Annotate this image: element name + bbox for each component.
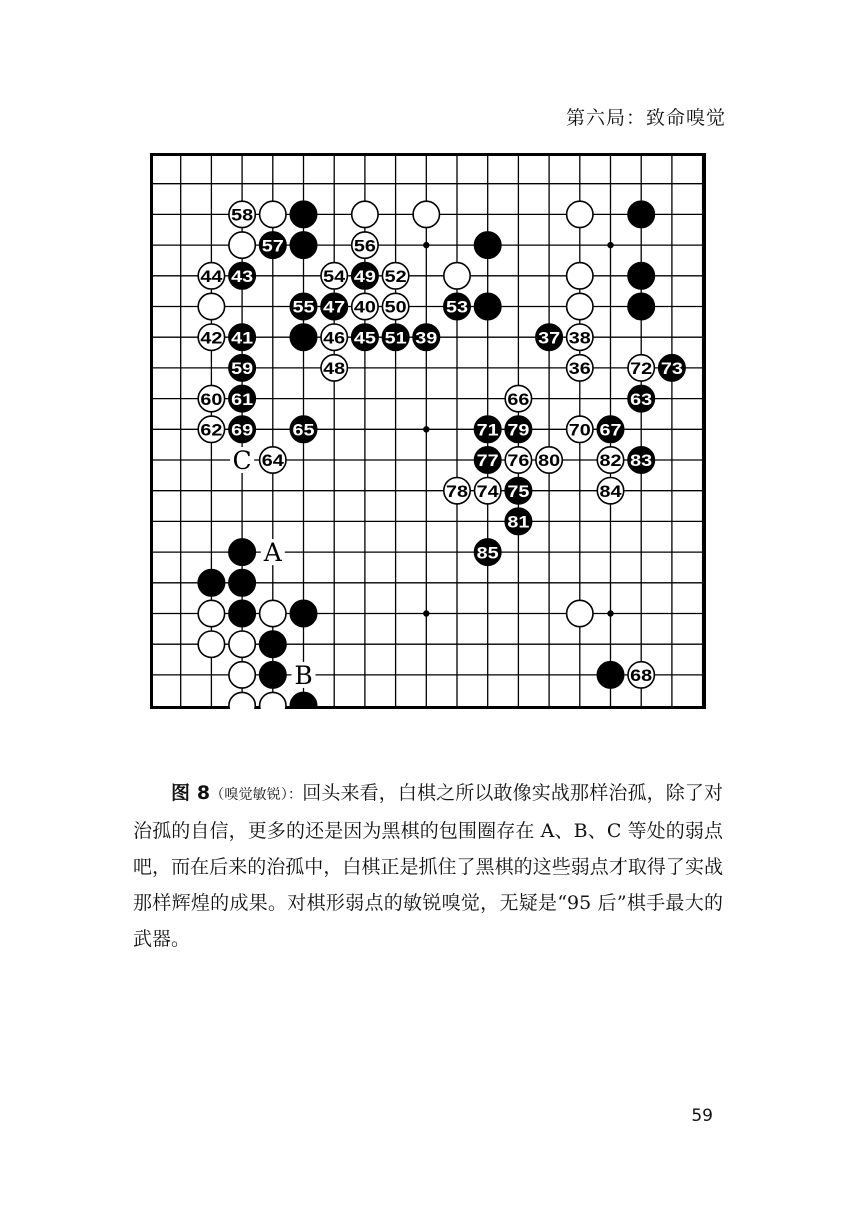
move-number-label: 41 [231, 328, 254, 348]
black-stone [229, 539, 255, 565]
move-number-label: 48 [323, 359, 346, 379]
move-number-label: 55 [292, 297, 315, 317]
white-stone [260, 600, 286, 626]
move-number-label: 45 [353, 328, 376, 348]
page-number: 59 [691, 1106, 713, 1126]
white-stone [260, 201, 286, 227]
white-stone [413, 201, 439, 227]
black-stone [475, 293, 501, 319]
black-stone [628, 293, 654, 319]
move-number-label: 40 [353, 297, 376, 317]
move-number-label: 84 [599, 481, 623, 501]
move-number-label: 60 [200, 389, 223, 409]
move-number-label: 39 [415, 328, 438, 348]
move-number-label: 77 [476, 451, 499, 471]
star-point [423, 610, 429, 616]
go-board-diagram [150, 153, 706, 709]
move-number-label: 79 [507, 420, 530, 440]
move-number-label: 44 [200, 267, 224, 286]
move-number-label: 85 [476, 543, 499, 563]
move-number-label: 36 [568, 359, 591, 379]
black-stone [628, 263, 654, 289]
black-stone [290, 201, 316, 227]
letter-mark-C: C [232, 446, 252, 475]
move-number-label: 63 [630, 389, 653, 409]
white-stone [229, 631, 255, 657]
move-number-label: 75 [507, 481, 530, 501]
black-stone [260, 662, 286, 688]
caption-body: 回头来看，白棋之所以敢像实战那样治孤，除了对治孤的自信，更多的还是因为黑棋的包围圈存在 A、B、C 等处的弱点吧，而在后来的治孤中，白棋正是抓住了黑棋的这些弱点才取得了实战那样辉煌的成果。对棋形弱点的敏锐嗅觉，无疑是“95 后”棋手最大的武器。 [133, 782, 723, 950]
move-number-label: 43 [231, 267, 254, 286]
move-number-label: 53 [446, 297, 468, 317]
move-number-label: 52 [384, 267, 407, 286]
white-stone [229, 662, 255, 688]
white-stone [352, 201, 378, 227]
figure-note: （嗅觉敏锐）： [210, 787, 303, 803]
move-number-label: 68 [630, 666, 653, 686]
white-stone [198, 293, 224, 319]
move-number-label: 69 [231, 420, 254, 440]
white-stone [198, 631, 224, 657]
move-number-label: 49 [353, 267, 376, 286]
move-number-label: 76 [507, 451, 530, 471]
move-number-label: 61 [231, 389, 254, 409]
white-stone [567, 263, 593, 289]
move-number-label: 70 [568, 420, 591, 440]
move-number-label: 72 [630, 359, 653, 379]
black-stone [475, 232, 501, 258]
figure-label: 图 8 [171, 782, 211, 804]
black-stone [260, 631, 286, 657]
move-number-label: 74 [476, 481, 500, 501]
move-number-label: 81 [507, 512, 530, 532]
black-stone [290, 324, 316, 350]
move-number-label: 78 [446, 481, 468, 501]
move-number-label: 37 [538, 328, 561, 348]
white-stone [567, 600, 593, 626]
black-stone [198, 570, 224, 596]
move-number-label: 82 [599, 451, 622, 471]
move-number-label: 56 [353, 236, 376, 256]
letter-mark-A: A [263, 538, 282, 568]
move-number-label: 66 [507, 389, 530, 409]
white-stone [229, 232, 255, 258]
black-stone [229, 600, 255, 626]
move-number-label: 59 [231, 359, 254, 379]
star-point [423, 426, 429, 432]
move-number-label: 80 [538, 451, 561, 471]
move-number-label: 58 [231, 205, 254, 225]
star-point [423, 242, 429, 248]
move-number-label: 67 [599, 420, 622, 440]
move-number-label: 62 [200, 420, 223, 440]
move-number-label: 71 [476, 420, 499, 440]
move-number-label: 73 [660, 359, 683, 379]
white-stone [567, 293, 593, 319]
white-stone [444, 263, 470, 289]
black-stone [597, 662, 623, 688]
black-stone [229, 570, 255, 596]
star-point [607, 242, 613, 248]
move-number-label: 54 [323, 267, 346, 286]
move-number-label: 47 [323, 297, 346, 317]
white-stone [198, 600, 224, 626]
black-stone [290, 600, 316, 626]
move-number-label: 50 [384, 297, 407, 317]
black-stone [290, 232, 316, 258]
figure-caption [133, 775, 723, 957]
move-number-label: 64 [261, 451, 285, 471]
black-stone [628, 201, 654, 227]
letter-mark-B: B [294, 660, 313, 690]
move-number-label: 57 [261, 236, 284, 256]
move-number-label: 46 [323, 328, 346, 348]
move-number-label: 38 [568, 328, 591, 348]
move-number-label: 83 [630, 451, 653, 471]
move-number-label: 65 [292, 420, 315, 440]
chapter-title: 第六局：致命嗅觉 [565, 107, 726, 129]
white-stone [567, 201, 593, 227]
star-point [607, 610, 613, 616]
move-number-label: 51 [384, 328, 407, 348]
move-number-label: 42 [200, 328, 223, 348]
